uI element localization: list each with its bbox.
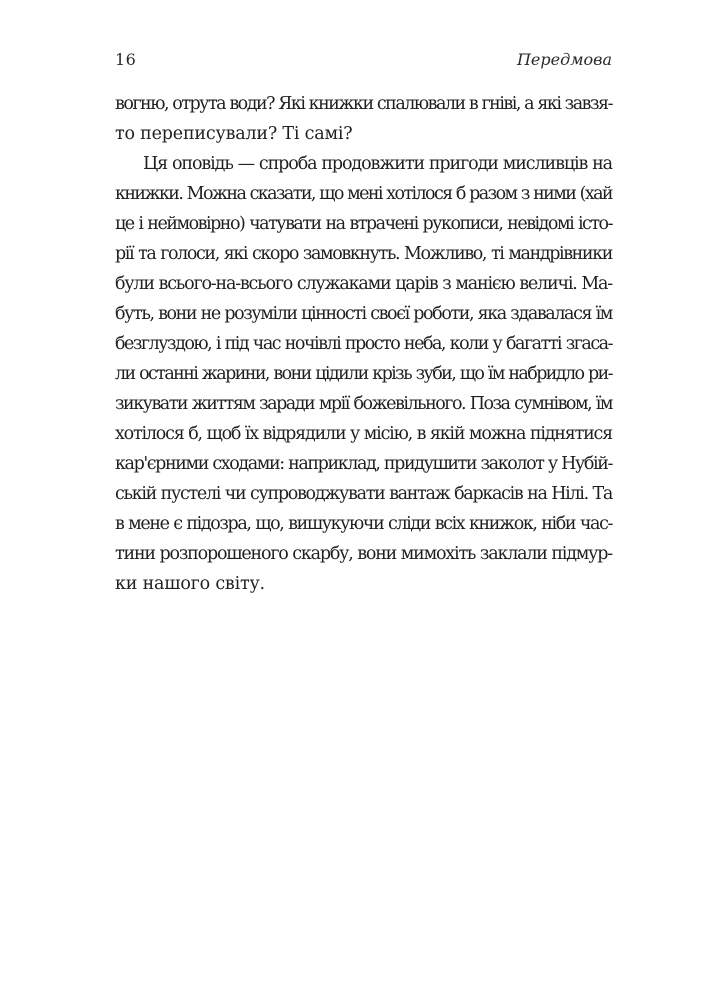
text-line: безглуздою, і під час ночівлі просто неба, коли у багатті згаса-	[115, 334, 612, 354]
running-head	[115, 50, 612, 72]
text-line: зикувати життям заради мрії божевільного. Поза сумнівом, їм	[115, 394, 612, 414]
text-line: рії та голоси, які скоро замовкнуть. Можливо, ті мандрівники	[115, 244, 612, 264]
text-line: кар'єрними сходами: наприклад, придушити заколот у Нубій-	[115, 454, 612, 474]
text-line: тини розпорошеного скарбу, вони мимохіть заклали підмур-	[115, 544, 612, 564]
text-line: в мене є підозра, що, вишукуючи сліди всіх книжок, ніби час-	[115, 514, 612, 534]
body-text	[115, 89, 612, 599]
text-line: Ця оповідь — спроба продовжити пригоди мисливців на	[143, 154, 612, 174]
text-line: ській пустелі чи супроводжувати вантаж баркасів на Нілі. Та	[115, 484, 612, 504]
text-line: хотілося б, щоб їх відрядили у місію, в якій можна піднятися	[115, 424, 612, 444]
page-number: 16	[115, 50, 137, 69]
text-line: то переписували? Ті самі?	[115, 124, 353, 144]
text-line: буть, вони не розуміли цінності своєї роботи, яка здавалася їм	[115, 304, 612, 324]
text-line: були всього-на-всього служаками царів з манією величі. Ма-	[115, 274, 612, 294]
text-line: це і неймовірно) чатувати на втрачені рукописи, невідомі істо-	[115, 214, 612, 234]
text-line: книжки. Можна сказати, що мені хотілося б разом з ними (хай	[115, 184, 612, 204]
text-line: вогню, отрута води? Які книжки спалювали в гніві, а які завзя-	[115, 94, 612, 114]
section-title: Передмова	[516, 50, 612, 69]
text-line: ли останні жарини, вони цідили крізь зуби, що їм набридло ри-	[115, 364, 612, 384]
text-line: ки нашого світу.	[115, 574, 265, 594]
